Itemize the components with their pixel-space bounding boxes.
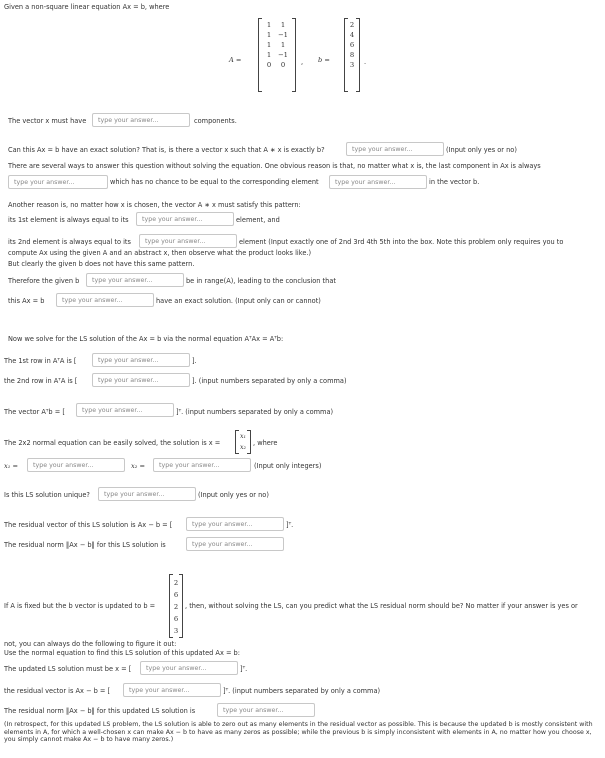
q3-post: in the vector b. — [429, 178, 480, 186]
vector-b-label: b = — [318, 56, 330, 64]
intro-text: Given a non-square linear equation Ax = b, where — [4, 3, 170, 11]
ls-row2-post: ]. (input numbers separated by only a comma) — [192, 377, 347, 385]
ls-atb-pre: The vector Aᵀb = [ — [4, 408, 65, 416]
ls-row2-pre: the 2nd row in AᵀA is [ — [4, 377, 78, 385]
updated-b-cell: 3 — [173, 627, 179, 635]
matrix-a-cell: 1 — [266, 51, 272, 59]
q3-mid: which has no chance to be equal to the corresponding element — [110, 178, 319, 186]
matrix-a-cell: 1 — [280, 21, 286, 29]
vector-b-cell: 2 — [349, 21, 355, 29]
ls-unique-post: (Input only yes or no) — [198, 491, 269, 499]
vector-b-cell: 4 — [349, 31, 355, 39]
updated-b-cell: 6 — [173, 615, 179, 623]
ls-atb-post: ]ᵀ. (input numbers separated by only a comma) — [176, 408, 334, 416]
x2-label: x₂ = — [131, 462, 145, 470]
can-cannot-input[interactable] — [56, 293, 154, 307]
components-input[interactable] — [92, 113, 190, 127]
residual-vector-input[interactable] — [186, 517, 284, 531]
matrix-a-cell: 0 — [280, 61, 286, 69]
ls-row1-pre: The 1st row in AᵀA is [ — [4, 357, 77, 365]
q4-cont: compute Ax using the given A and an abstract x, then observe what the product looks like.) — [8, 249, 312, 257]
atb-input[interactable] — [76, 403, 174, 417]
x1-label: x₁ = — [4, 462, 18, 470]
q2-post: (Input only yes or no) — [446, 146, 517, 154]
ls-unique-pre: Is this LS solution unique? — [4, 491, 90, 499]
matrix-a-cell: 1 — [266, 31, 272, 39]
ls-resid-pre: The residual vector of this LS solution is Ax − b = [ — [4, 521, 173, 529]
vector-b-cell: 8 — [349, 51, 355, 59]
matrix-a-cell: 1 — [266, 41, 272, 49]
matrix-a — [258, 18, 296, 92]
updated-use: Use the normal equation to find this LS solution of this updated Ax = b: — [4, 649, 240, 657]
retrospect-note: (In retrospect, for this updated LS problem, the LS solution is able to zero out as many elements in the residual vector as possible. This is because the updated b is mostly consistent with elements in A, for which a well-chosen x can make Ax − b to have as many zeros as possible; while the previous b is simply inconsistent with elements in A, no matter how you choose x, you simply cannot make Ax − b to have many zeros.) — [4, 721, 593, 744]
ls-normal-pre: The 2x2 normal equation can be easily solved, the solution is x = — [4, 439, 221, 447]
corresponding-element-input[interactable] — [329, 175, 427, 189]
q4-first-post: element, and — [236, 216, 280, 224]
matrix-a-cell: −1 — [277, 51, 289, 59]
matrix-a-cell: −1 — [277, 31, 289, 39]
x-vector-cell: x₁ — [240, 433, 246, 440]
matrix-a-cell: 0 — [266, 61, 272, 69]
updated-resid-post: ]ᵀ. (input numbers separated by only a comma) — [223, 687, 381, 695]
q4-second-post: element (Input exactly one of 2nd 3rd 4th 5th into the box. Note this problem only requires you to — [239, 238, 564, 246]
x2-input[interactable] — [153, 458, 251, 472]
q4-this-post: have an exact solution. (Input only can or cannot) — [156, 297, 321, 305]
x-vector-cell: x₂ — [240, 444, 246, 451]
x-post: (Input only integers) — [254, 462, 322, 470]
updated-sol-pre: The updated LS solution must be x = [ — [4, 665, 132, 673]
vector-b — [344, 18, 360, 92]
q4-clearly: But clearly the given b does not have this same pattern. — [8, 260, 195, 268]
q4-intro: Another reason is, no matter how x is chosen, the vector A ∗ x must satisfy this pattern: — [8, 201, 301, 209]
unique-input[interactable] — [98, 487, 196, 501]
q3-pre: There are several ways to answer this question without solving the equation. One obvious reason is that, no matter what x is, the last component in Ax is always — [8, 162, 541, 170]
ls-norm-pre: The residual norm ‖Ax − b‖ for this LS solution is — [4, 541, 166, 549]
updated-residual-input[interactable] — [123, 683, 221, 697]
x-vector — [235, 430, 251, 454]
ata-row1-input[interactable] — [92, 353, 190, 367]
second-element-input[interactable] — [139, 234, 237, 248]
ls-row1-post: ]. — [192, 357, 197, 365]
matrix-a-cell: 1 — [280, 41, 286, 49]
q4-second-pre: its 2nd element is always equal to its — [8, 238, 131, 246]
matrix-end: . — [364, 58, 367, 66]
q2-pre: Can this Ax = b have an exact solution? That is, is there a vector x such that A ∗ x is exactly b? — [8, 146, 325, 154]
matrix-a-cell: 1 — [266, 21, 272, 29]
ls-normal-post: , where — [253, 439, 278, 447]
ata-row2-input[interactable] — [92, 373, 190, 387]
ls-resid-post: ]ᵀ. — [286, 521, 294, 529]
matrix-a-label: A = — [229, 56, 242, 64]
updated-not: not, you can always do the following to figure it out: — [4, 640, 177, 648]
q4-this-pre: this Ax = b — [8, 297, 45, 305]
updated-norm-input[interactable] — [217, 703, 315, 717]
updated-b-cell: 2 — [173, 603, 179, 611]
q1-post: components. — [194, 117, 237, 125]
vector-b-cell: 3 — [349, 61, 355, 69]
updated-b-cell: 2 — [173, 579, 179, 587]
updated-resid-pre: the residual vector is Ax − b = [ — [4, 687, 111, 695]
q4-first-pre: its 1st element is always equal to its — [8, 216, 129, 224]
ls-intro: Now we solve for the LS solution of the Ax = b via the normal equation AᵀAx = Aᵀb: — [8, 335, 284, 343]
last-component-input[interactable] — [8, 175, 108, 189]
x1-input[interactable] — [27, 458, 125, 472]
updated-b-cell: 6 — [173, 591, 179, 599]
updated-norm-pre: The residual norm ‖Ax − b‖ for this updated LS solution is — [4, 707, 196, 715]
q4-therefore-post: be in range(A), leading to the conclusion that — [186, 277, 336, 285]
q4-therefore-pre: Therefore the given b — [8, 277, 80, 285]
updated-solution-input[interactable] — [140, 661, 238, 675]
matrix-separator: , — [301, 58, 304, 66]
range-input[interactable] — [86, 273, 184, 287]
updated-post: , then, without solving the LS, can you predict what the LS residual norm should be? No matter if your answer is yes or — [185, 602, 578, 610]
residual-norm-input[interactable] — [186, 537, 284, 551]
exact-solution-input[interactable] — [346, 142, 444, 156]
updated-pre: If A is fixed but the b vector is updated to b = — [4, 602, 156, 610]
first-element-input[interactable] — [136, 212, 234, 226]
updated-sol-post: ]ᵀ. — [240, 665, 248, 673]
q1-pre: The vector x must have — [8, 117, 87, 125]
updated-b-vector — [169, 574, 183, 638]
vector-b-cell: 6 — [349, 41, 355, 49]
